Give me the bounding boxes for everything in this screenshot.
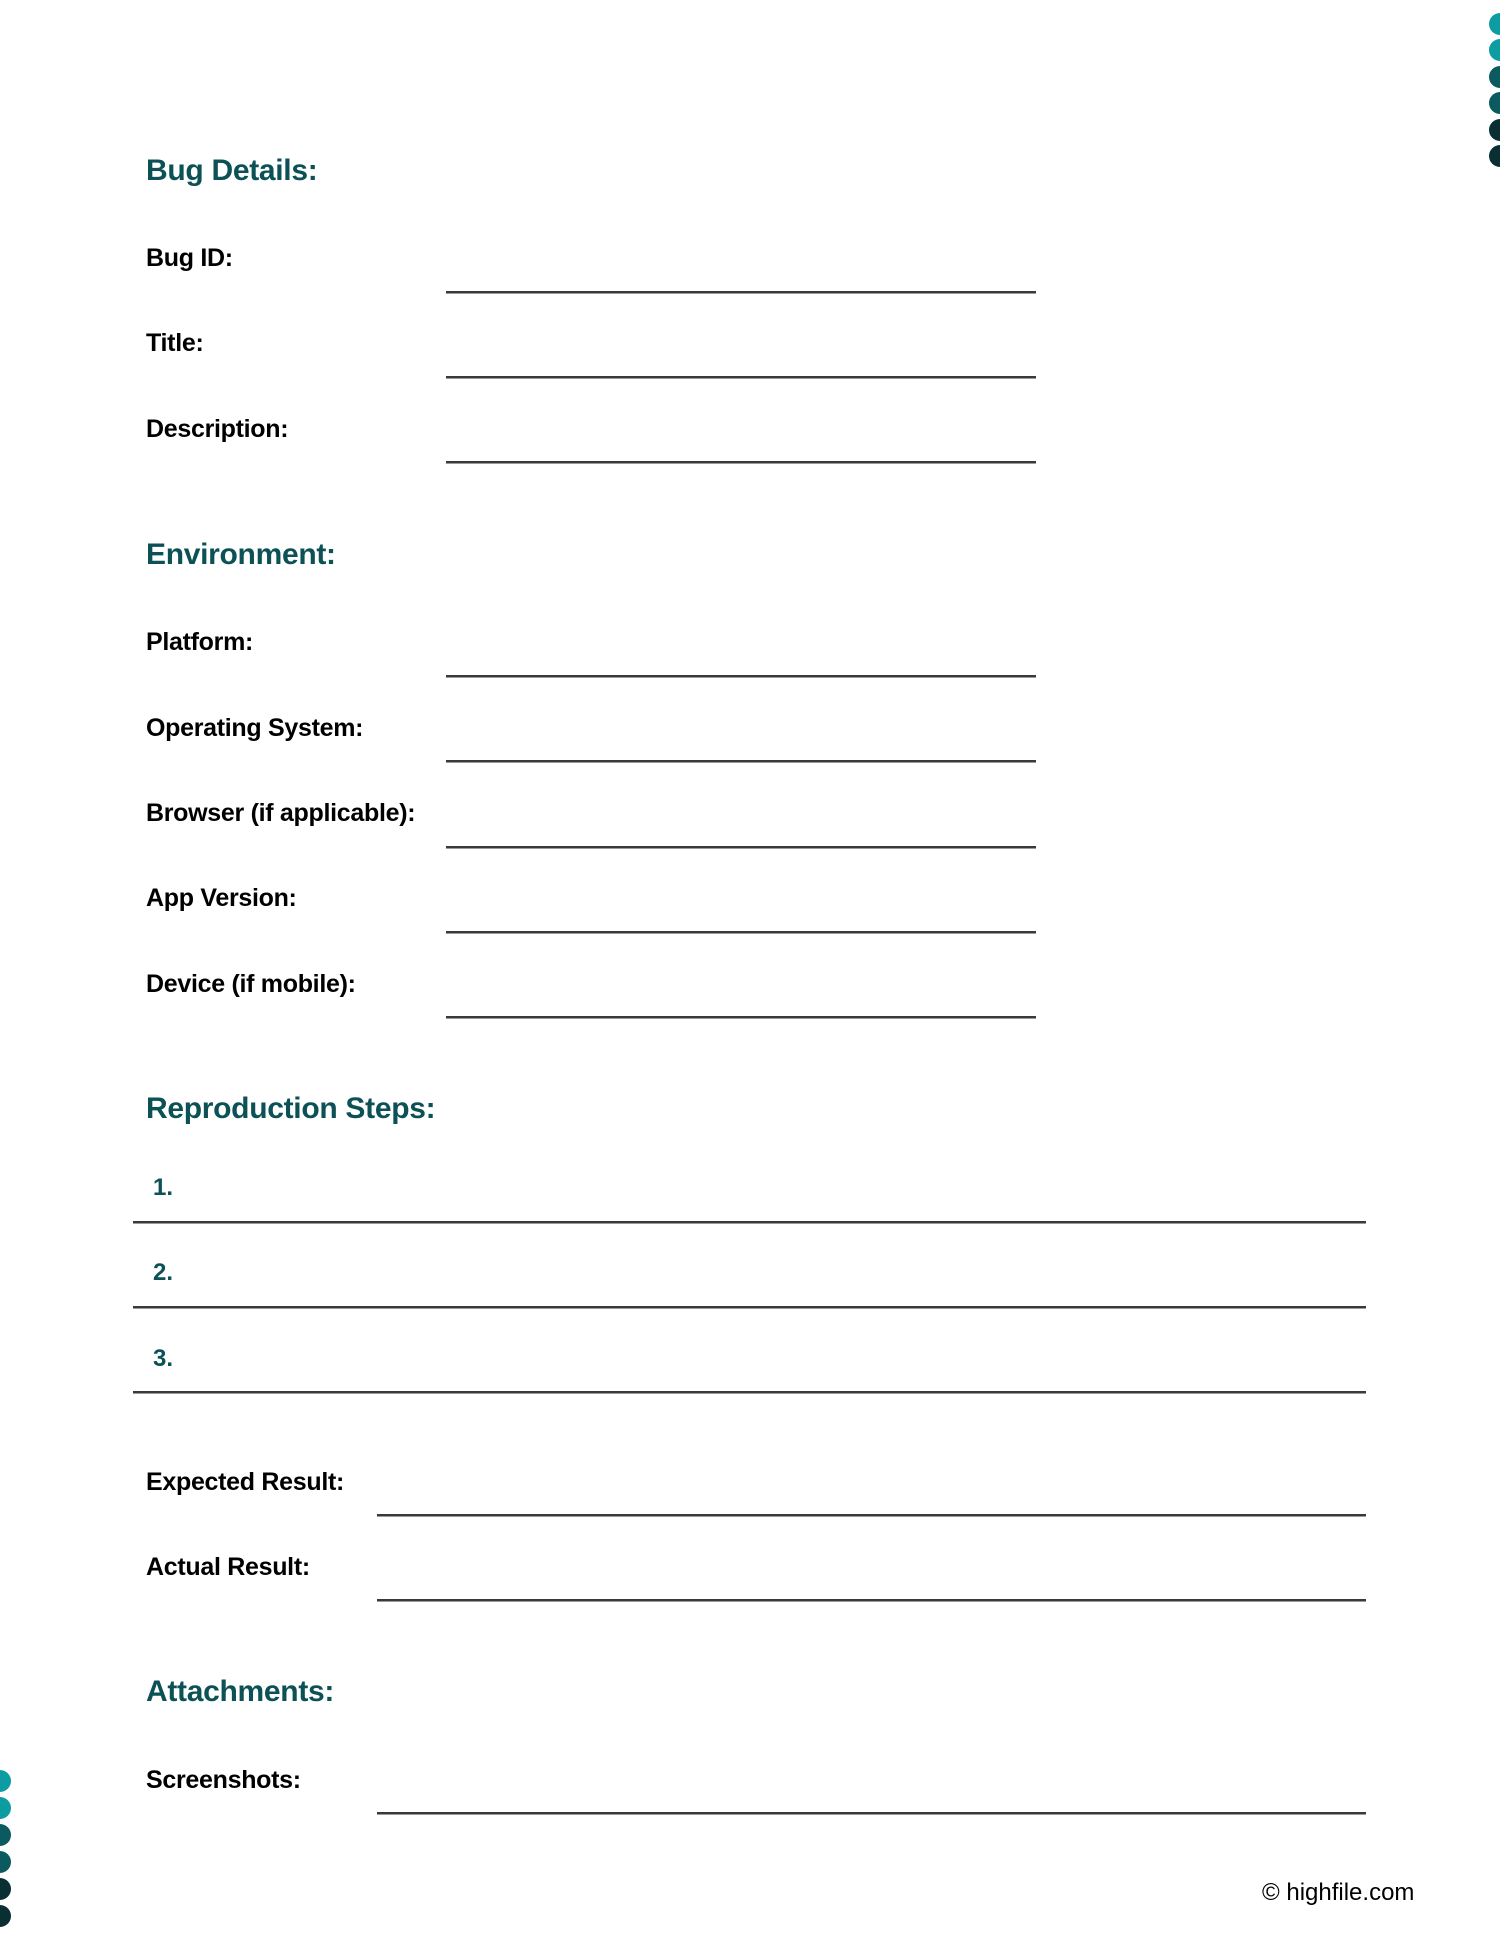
- step-number: 1.: [153, 1174, 174, 1201]
- description-field[interactable]: [446, 461, 1036, 463]
- dot-icon: [0, 1824, 11, 1846]
- field-label-screenshots: Screenshots:: [146, 1766, 301, 1794]
- dot-icon: [1489, 39, 1500, 61]
- section-heading: Attachments:: [146, 1675, 335, 1708]
- app-version-field[interactable]: [446, 931, 1036, 933]
- dot-icon: [0, 1905, 11, 1927]
- dot-icon: [0, 1851, 11, 1873]
- field-label-title: Title:: [146, 329, 204, 357]
- section-heading: Reproduction Steps:: [146, 1092, 436, 1125]
- dot-icon: [1489, 13, 1500, 35]
- field-label-browser: Browser (if applicable):: [146, 799, 416, 827]
- field-label-app-version: App Version:: [146, 884, 297, 912]
- expected-result-field[interactable]: [377, 1514, 1366, 1516]
- field-label-platform: Platform:: [146, 628, 254, 656]
- actual-result-field[interactable]: [377, 1599, 1366, 1601]
- dot-icon: [0, 1770, 11, 1792]
- section-heading: Environment:: [146, 538, 336, 571]
- dot-icon: [1489, 119, 1500, 141]
- platform-field[interactable]: [446, 675, 1036, 677]
- field-label-actual-result: Actual Result:: [146, 1553, 310, 1581]
- field-label-bug-id: Bug ID:: [146, 244, 233, 272]
- section-heading: Bug Details:: [146, 154, 318, 187]
- title-field[interactable]: [446, 376, 1036, 378]
- step-number: 3.: [153, 1345, 174, 1372]
- dot-icon: [0, 1797, 11, 1819]
- dot-icon: [1489, 92, 1500, 114]
- device-field[interactable]: [446, 1016, 1036, 1018]
- field-label-expected-result: Expected Result:: [146, 1468, 345, 1496]
- footer-copyright: © highfile.com: [1262, 1879, 1415, 1906]
- field-label-description: Description:: [146, 415, 289, 443]
- dot-icon: [1489, 145, 1500, 167]
- dot-icon: [1489, 66, 1500, 88]
- operating-system-field[interactable]: [446, 760, 1036, 762]
- field-label-operating-system: Operating System:: [146, 714, 364, 742]
- field-label-device: Device (if mobile):: [146, 970, 356, 998]
- browser-field[interactable]: [446, 846, 1036, 848]
- step-3-field[interactable]: [133, 1391, 1366, 1393]
- bug-id-field[interactable]: [446, 291, 1036, 293]
- step-1-field[interactable]: [133, 1221, 1366, 1223]
- step-number: 2.: [153, 1259, 174, 1286]
- dot-icon: [0, 1878, 11, 1900]
- step-2-field[interactable]: [133, 1306, 1366, 1308]
- screenshots-field[interactable]: [377, 1812, 1366, 1814]
